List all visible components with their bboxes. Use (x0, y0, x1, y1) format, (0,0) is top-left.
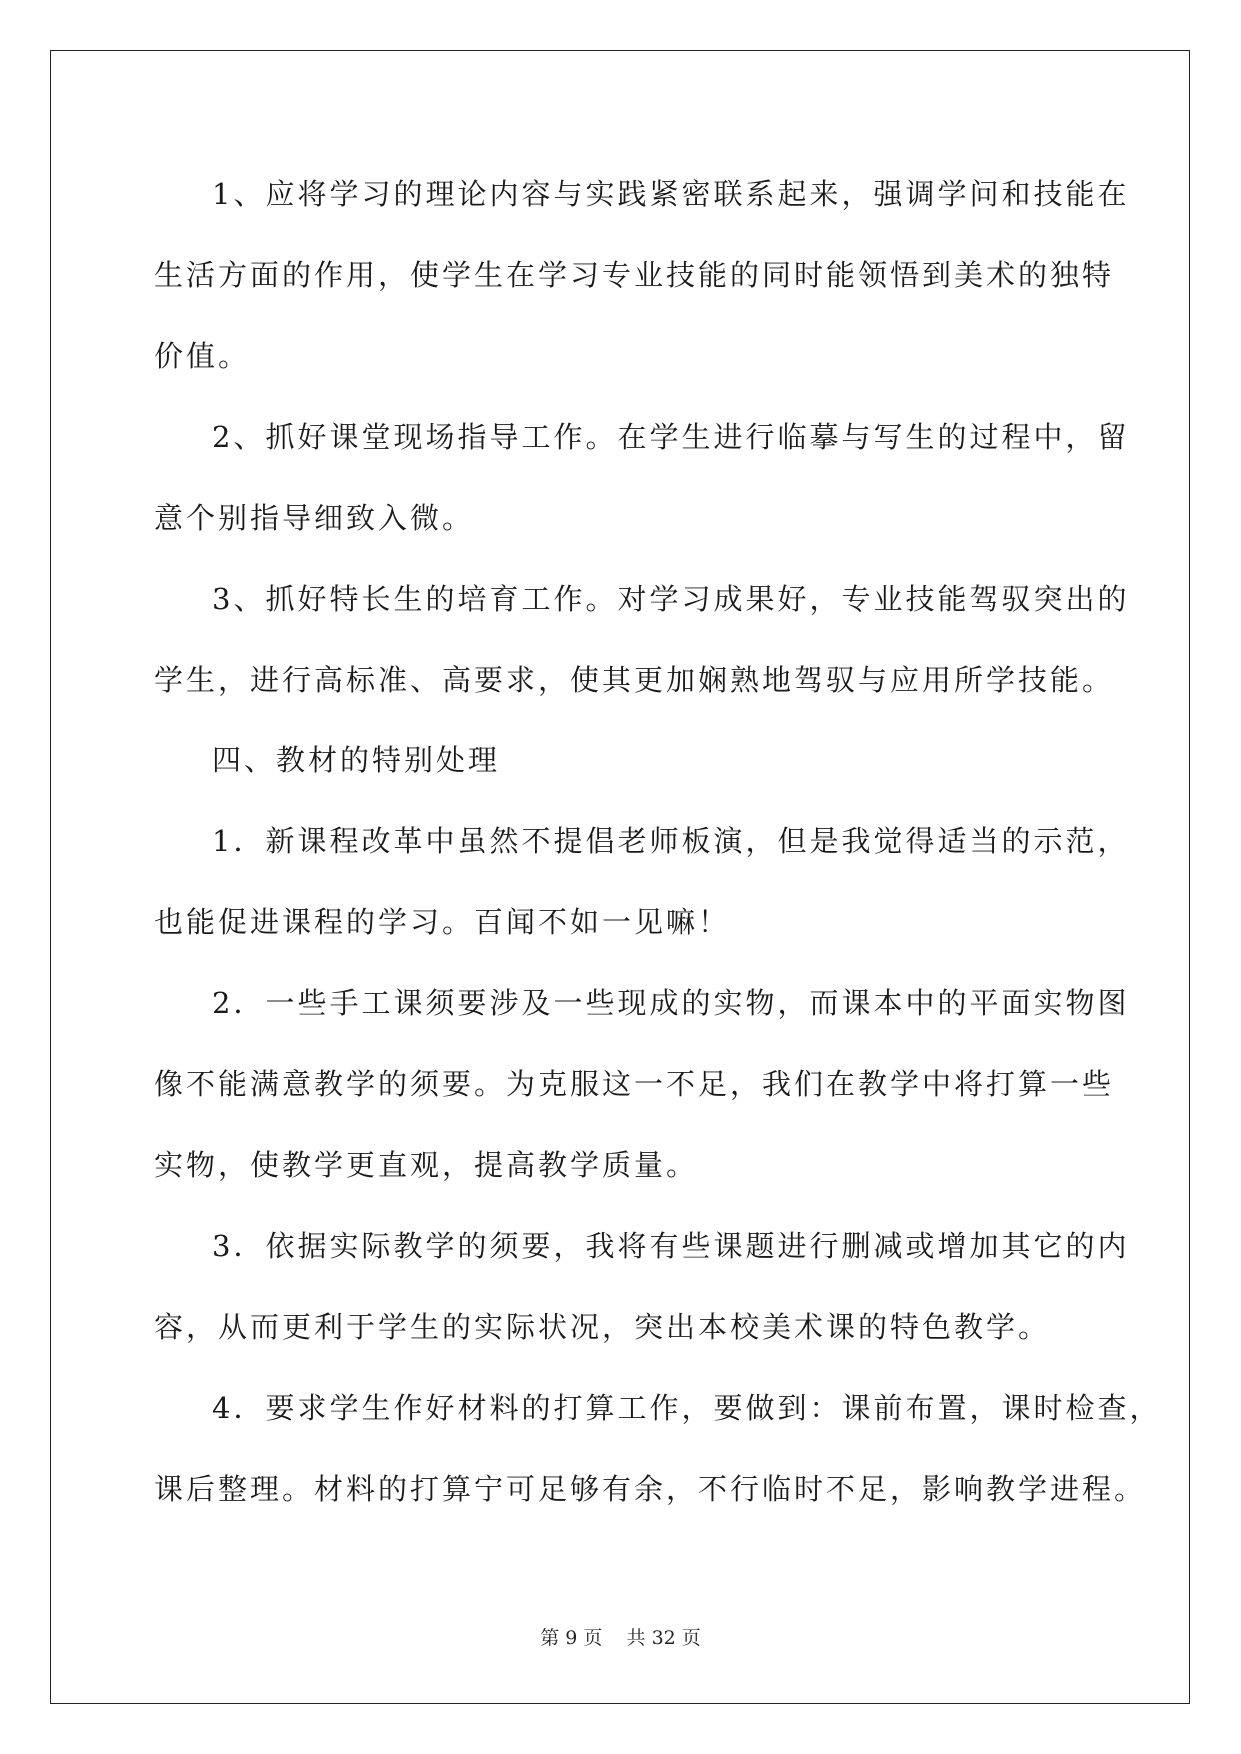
paragraph-line: 1．新课程改革中虽然不提倡老师板演，但是我觉得适当的示范， (212, 824, 1130, 858)
paragraph-line: 意个别指导细致入微。 (154, 501, 475, 535)
paragraph-line: 3．依据实际教学的须要，我将有些课题进行删减或增加其它的内 (212, 1229, 1130, 1263)
paragraph-line: 1、应将学习的理论内容与实践紧密联系起来，强调学问和技能在 (212, 177, 1130, 211)
paragraph-line: 3、抓好特长生的培育工作。对学习成果好，专业技能驾驭突出的 (212, 582, 1130, 616)
paragraph-line: 学生，进行高标准、高要求，使其更加娴熟地驾驭与应用所学技能。 (154, 663, 1115, 697)
paragraph-line: 课后整理。材料的打算宁可足够有余，不行临时不足，影响教学进程。 (154, 1472, 1147, 1506)
page-footer (0, 1626, 1241, 1650)
page-total: 共 32 页 (626, 1627, 701, 1649)
paragraph-line: 也能促进课程的学习。百闻不如一见嘛！ (154, 905, 731, 939)
paragraph-line: 生活方面的作用，使学生在学习专业技能的同时能领悟到美术的独特 (154, 258, 1115, 292)
paragraph-line: 2、抓好课堂现场指导工作。在学生进行临摹与写生的过程中，留 (212, 420, 1130, 454)
page-border (50, 50, 1190, 1704)
paragraph-line: 4．要求学生作好材料的打算工作，要做到：课前布置，课时检查， (212, 1391, 1162, 1425)
paragraph-line: 2．一些手工课须要涉及一些现成的实物，而课本中的平面实物图 (212, 986, 1130, 1020)
paragraph-line: 价值。 (154, 339, 251, 373)
page-number: 第 9 页 (540, 1627, 603, 1649)
paragraph-line: 实物，使教学更直观，提高教学质量。 (154, 1148, 699, 1182)
section-heading: 四、教材的特别处理 (212, 743, 501, 777)
paragraph-line: 容，从而更利于学生的实际状况，突出本校美术课的特色教学。 (154, 1310, 1051, 1344)
paragraph-line: 像不能满意教学的须要。为克服这一不足，我们在教学中将打算一些 (154, 1067, 1115, 1101)
